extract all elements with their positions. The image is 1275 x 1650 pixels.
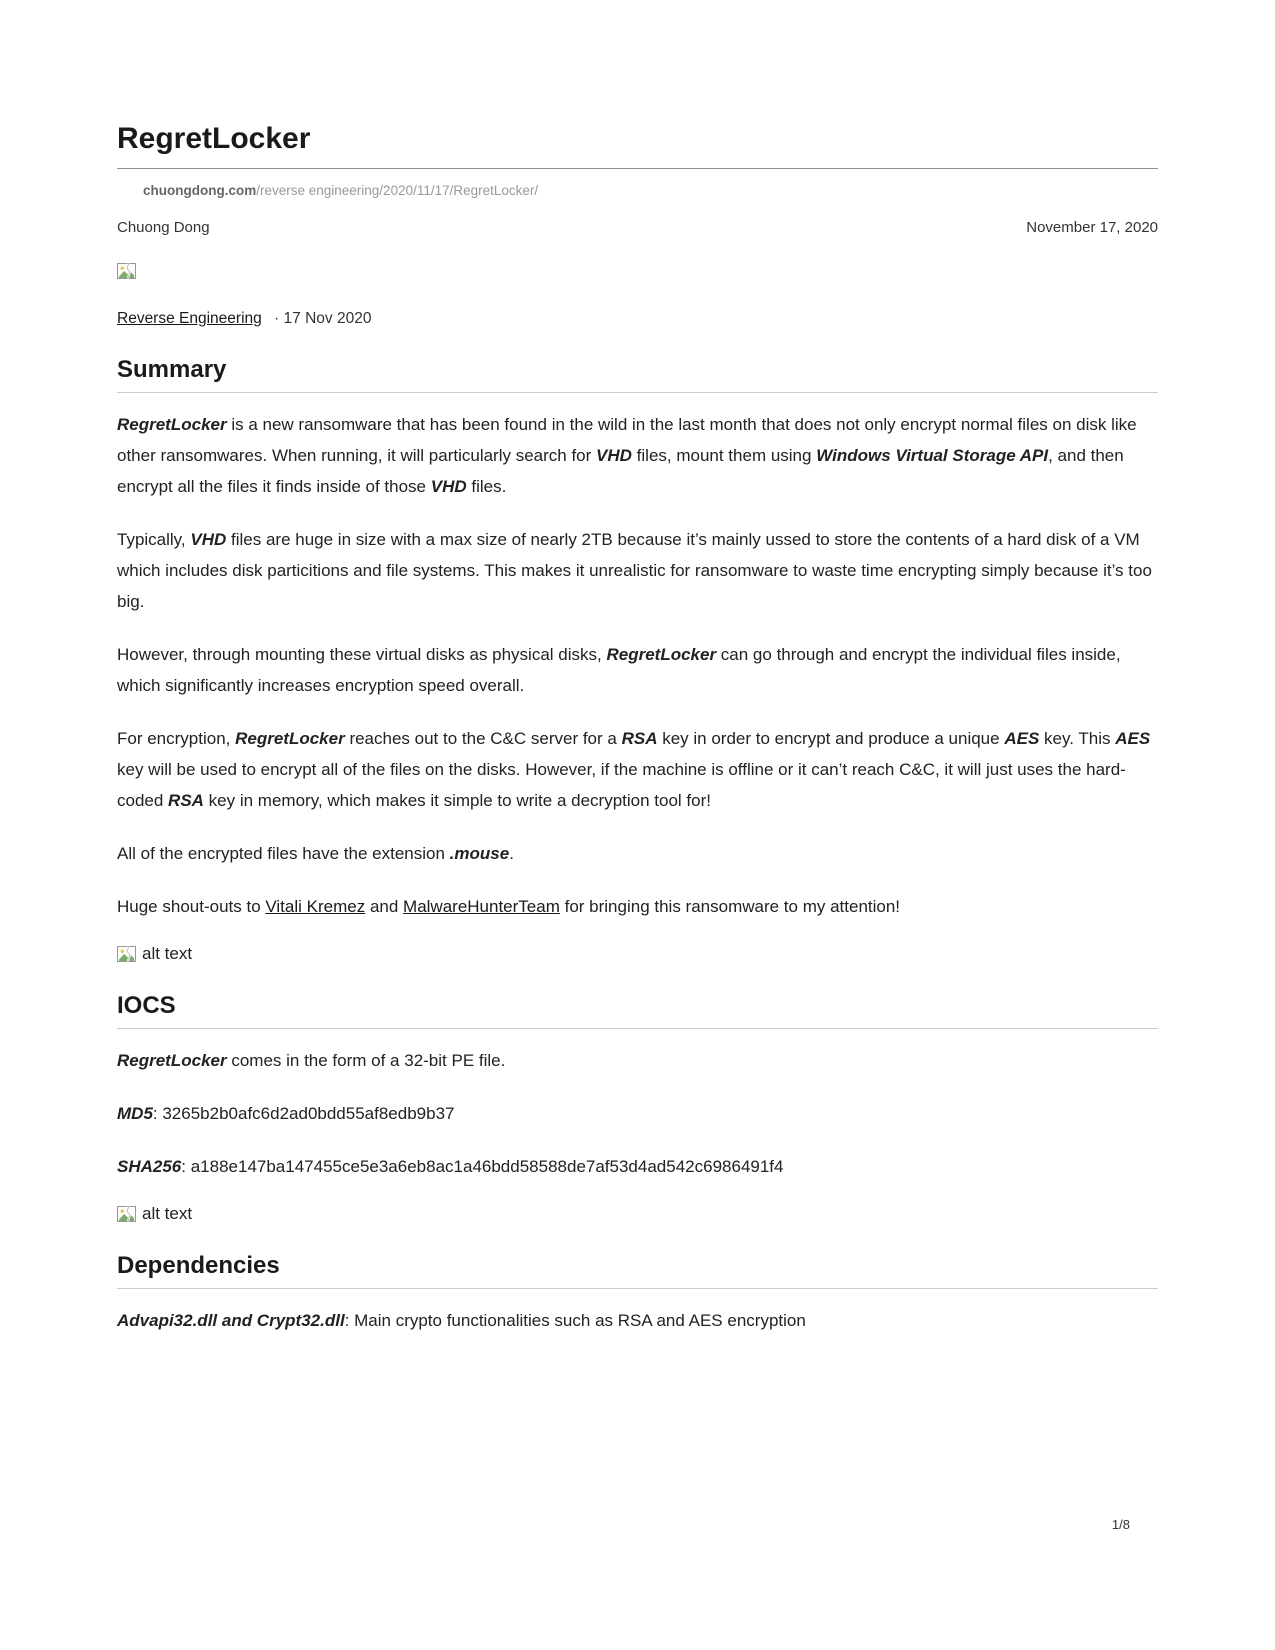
text-run: Typically,	[117, 530, 191, 549]
inline-link[interactable]: MalwareHunterTeam	[403, 897, 560, 916]
text-run: for bringing this ransomware to my attention!	[559, 897, 901, 916]
text-run: : Main crypto functionalities such as RSA and AES encryption	[344, 1311, 806, 1330]
title-divider	[117, 168, 1158, 169]
text-run: .	[509, 844, 514, 863]
emphasis-text: RegretLocker	[606, 645, 717, 664]
image-alt-text: alt text	[142, 944, 193, 963]
figure-placeholder	[117, 1204, 1158, 1224]
emphasis-text: Windows Virtual Storage API	[816, 446, 1049, 465]
section-heading-iocs: IOCS	[117, 992, 176, 1019]
section-divider	[117, 1028, 1158, 1029]
emphasis-text: VHD	[190, 530, 227, 549]
text-run: and	[365, 897, 404, 916]
paragraph	[117, 723, 1158, 816]
text-run: reaches out to the C&C server for a	[344, 729, 622, 748]
text-run: : 3265b2b0afc6d2ad0bdd55af8edb9b37	[152, 1104, 455, 1123]
emphasis-text: RSA	[168, 791, 204, 810]
paragraph	[117, 891, 1158, 922]
emphasis-text: AES	[1004, 729, 1040, 748]
emphasis-text: VHD	[596, 446, 632, 465]
section-heading-dependencies: Dependencies	[117, 1252, 280, 1279]
text-run: key in order to encrypt and produce a unique	[657, 729, 1005, 748]
paragraph	[117, 838, 1158, 869]
text-run: comes in the form of a 32-bit PE file.	[226, 1051, 506, 1070]
text-run: files, mount them using	[631, 446, 817, 465]
category-date: · 17 Nov 2020	[274, 310, 372, 327]
header-image-placeholder	[117, 262, 1158, 280]
emphasis-text: RegretLocker	[235, 729, 345, 748]
paragraph	[117, 1151, 1158, 1182]
inline-link[interactable]: Vitali Kremez	[265, 897, 366, 916]
text-run: can go through and encrypt the individual files inside, which significantly increases encryption speed overall.	[117, 645, 1121, 695]
paragraph	[117, 1305, 1158, 1336]
image-alt-text: alt text	[142, 1204, 193, 1223]
text-run: files are huge in size with a max size of nearly 2TB because it’s mainly ussed to store the contents of a hard disk of a VM which includes disk particitions and file systems. This makes it unrealistic for ransomware to waste time encrypting simply because it’s too big.	[117, 530, 1152, 611]
emphasis-text: .mouse	[449, 844, 510, 863]
url-domain: chuongdong.com	[143, 183, 257, 198]
text-run: Huge shout-outs to	[117, 897, 266, 916]
emphasis-text: RSA	[621, 729, 658, 748]
text-run: All of the encrypted files have the extension	[117, 844, 450, 863]
broken-image-icon	[117, 946, 136, 962]
text-run: key in memory, which makes it simple to write a decryption tool for!	[203, 791, 711, 810]
text-run: key will be used to encrypt all of the files on the disks. However, if the machine is offline or it can’t reach C&C, it will just uses the hard-coded	[117, 760, 1126, 810]
byline-row	[117, 219, 1158, 236]
section-divider	[117, 1288, 1158, 1289]
page-title: RegretLocker	[117, 122, 311, 155]
paragraph	[117, 1045, 1158, 1076]
broken-image-icon	[117, 1206, 136, 1222]
paragraph	[117, 409, 1158, 502]
section-divider	[117, 392, 1158, 393]
emphasis-text: RegretLocker	[117, 415, 227, 434]
author-name: Chuong Dong	[117, 219, 210, 236]
text-run: key. This	[1039, 729, 1116, 748]
text-run: files.	[466, 477, 507, 496]
category-line	[117, 310, 1158, 328]
emphasis-text: AES	[1115, 729, 1151, 748]
publish-date: November 17, 2020	[1026, 219, 1158, 236]
emphasis-text: VHD	[430, 477, 467, 496]
page-number: 1/8	[1111, 1517, 1130, 1532]
paragraph	[117, 524, 1158, 617]
url-path: /reverse engineering/2020/11/17/RegretLocker/	[256, 183, 539, 198]
section-heading-summary: Summary	[117, 356, 227, 383]
text-run: , and then encrypt all the files it finds inside of those	[117, 446, 1124, 496]
source-url	[117, 183, 1158, 199]
text-run: However, through mounting these virtual disks as physical disks,	[117, 645, 607, 664]
emphasis-text: SHA256	[117, 1157, 182, 1176]
text-run: is a new ransomware that has been found in the wild in the last month that does not only encrypt normal files on disk like other ransomwares. When running, it will particularly search for	[117, 415, 1137, 465]
emphasis-text: MD5	[117, 1104, 153, 1123]
paragraph	[117, 639, 1158, 701]
broken-image-icon	[117, 263, 136, 279]
emphasis-text: Advapi32.dll and Crypt32.dll	[117, 1311, 345, 1330]
figure-placeholder	[117, 944, 1158, 964]
emphasis-text: RegretLocker	[117, 1051, 227, 1070]
text-run: : a188e147ba147455ce5e3a6eb8ac1a46bdd58588de7af53d4ad542c6986491f4	[181, 1157, 784, 1176]
paragraph	[117, 1098, 1158, 1129]
text-run: For encryption,	[117, 729, 236, 748]
category-link[interactable]: Reverse Engineering	[117, 310, 262, 327]
